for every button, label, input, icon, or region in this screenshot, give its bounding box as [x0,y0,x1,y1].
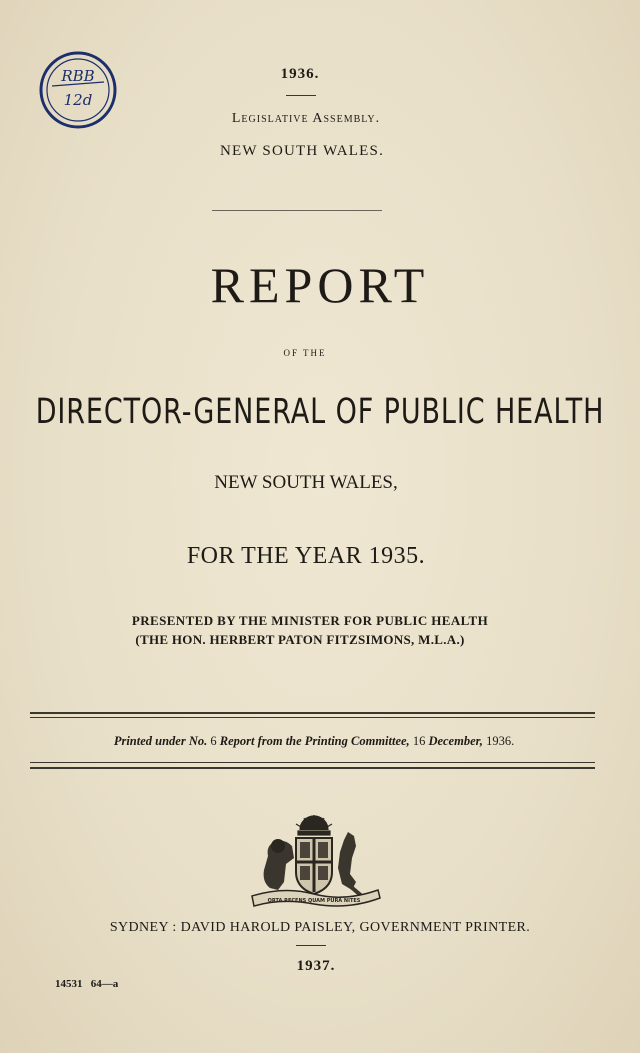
divider [212,210,382,211]
minister-name-line: (THE HON. HERBERT PATON FITZSIMONS, M.L.A.) [135,632,465,647]
printing-order-number: 6 [210,734,217,748]
coat-of-arms-icon [244,812,384,912]
report-period: FOR THE YEAR 1935. [186,543,426,569]
stamp-line-2: 12d [63,91,93,109]
print-code: 14531 64—a [55,978,119,990]
assembly-name: Legislative Assembly. [231,111,381,126]
presented-by-line: PRESENTED BY THE MINISTER FOR PUBLIC HEALTH [131,613,489,628]
stamp-line-1: RBB [61,67,95,85]
office-title: DIRECTOR-GENERAL OF PUBLIC HEALTH [35,392,605,433]
printing-order-month: December, [428,734,483,748]
of-the-label: OF THE [283,348,327,358]
printing-order-date: 16 [412,734,426,748]
double-rule-top [30,712,595,714]
printing-order-year: 1936. [486,734,515,748]
state-name: NEW SOUTH WALES, [214,472,398,493]
printing-order-line [0,734,628,749]
divider [286,95,316,96]
printing-order-prefix: Printed under No. [113,734,208,748]
coat-of-arms-motto: ORTA RECENS QUAM PURA NITES [267,898,361,904]
divider [296,945,326,946]
double-rule-bottom [30,762,595,763]
printer-line: SYDNEY : DAVID HAROLD PAISLEY, GOVERNMENT PRINTER. [109,920,531,935]
printing-order-middle: Report from the Printing Committee, [219,734,410,748]
double-rule-top [30,717,595,718]
print-year: 1937. [296,958,336,974]
session-year: 1936. [280,66,320,82]
double-rule-bottom [30,767,595,769]
report-title: REPORT [210,257,430,313]
state-name-header: NEW SOUTH WALES. [219,143,385,159]
